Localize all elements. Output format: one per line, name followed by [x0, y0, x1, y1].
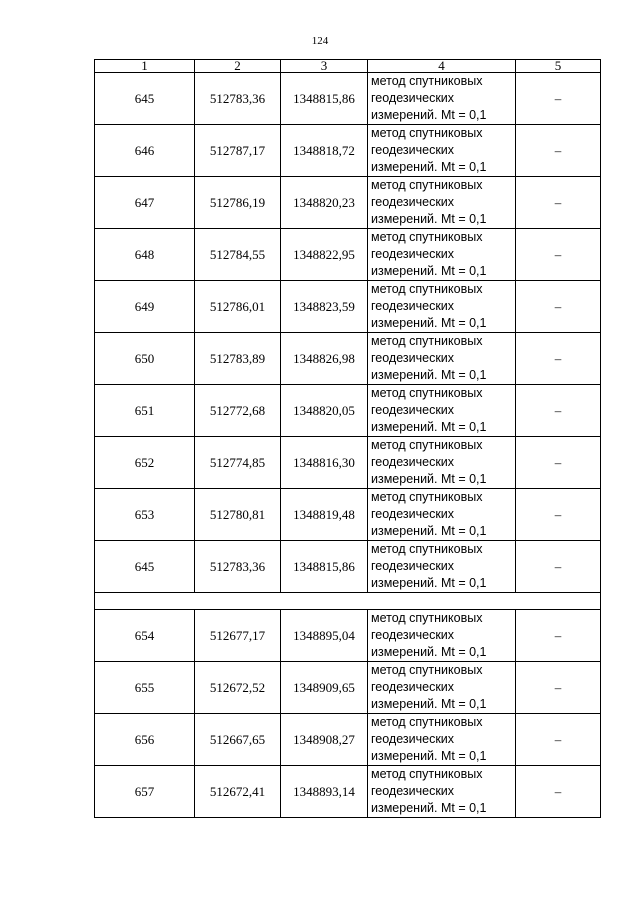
point-number-cell: 654: [95, 610, 195, 662]
note-cell: –: [516, 437, 601, 489]
method-line: метод спутниковых: [371, 126, 483, 140]
method-line: измерений. Mt = 0,1: [371, 264, 487, 278]
point-number-cell: 653: [95, 489, 195, 541]
method-line: геодезических: [371, 680, 455, 694]
x-coordinate-cell: 512677,17: [195, 610, 281, 662]
table-row: [95, 489, 601, 541]
group-separator-cell: [95, 593, 601, 610]
coordinates-table: [94, 59, 601, 818]
table-row: [95, 541, 601, 593]
y-coordinate-cell: 1348895,04: [281, 610, 368, 662]
point-number-cell: 651: [95, 385, 195, 437]
method-cell: [368, 333, 516, 385]
note-cell: –: [516, 125, 601, 177]
table-row: [95, 610, 601, 662]
table-row: [95, 766, 601, 818]
y-coordinate-cell: 1348823,59: [281, 281, 368, 333]
x-coordinate-cell: 512783,36: [195, 541, 281, 593]
method-line: измерений. Mt = 0,1: [371, 108, 487, 122]
point-number-cell: 655: [95, 662, 195, 714]
note-cell: –: [516, 610, 601, 662]
method-line: метод спутниковых: [371, 282, 483, 296]
x-coordinate-cell: 512786,19: [195, 177, 281, 229]
method-line: измерений. Mt = 0,1: [371, 420, 487, 434]
method-line: измерений. Mt = 0,1: [371, 645, 487, 659]
header-row: [95, 60, 601, 73]
page-number: 124: [311, 35, 329, 47]
method-cell: [368, 177, 516, 229]
method-cell: [368, 385, 516, 437]
x-coordinate-cell: 512780,81: [195, 489, 281, 541]
method-line: метод спутниковых: [371, 334, 483, 348]
table-row: [95, 73, 601, 125]
point-number-cell: 645: [95, 541, 195, 593]
note-cell: –: [516, 385, 601, 437]
y-coordinate-cell: 1348826,98: [281, 333, 368, 385]
method-line: измерений. Mt = 0,1: [371, 316, 487, 330]
method-line: геодезических: [371, 143, 455, 157]
method-line: метод спутниковых: [371, 386, 483, 400]
method-line: геодезических: [371, 195, 455, 209]
x-coordinate-cell: 512672,52: [195, 662, 281, 714]
method-line: измерений. Mt = 0,1: [371, 697, 487, 711]
y-coordinate-cell: 1348815,86: [281, 73, 368, 125]
point-number-cell: 647: [95, 177, 195, 229]
method-line: геодезических: [371, 559, 455, 573]
note-cell: –: [516, 73, 601, 125]
method-line: метод спутниковых: [371, 611, 483, 625]
header-cell: 1: [95, 60, 195, 73]
point-number-cell: 656: [95, 714, 195, 766]
note-cell: –: [516, 281, 601, 333]
method-cell: [368, 610, 516, 662]
header-cell: 5: [516, 60, 601, 73]
method-line: метод спутниковых: [371, 663, 483, 677]
point-number-cell: 645: [95, 73, 195, 125]
table-row: [95, 437, 601, 489]
y-coordinate-cell: 1348819,48: [281, 489, 368, 541]
method-line: геодезических: [371, 732, 455, 746]
y-coordinate-cell: 1348816,30: [281, 437, 368, 489]
method-line: метод спутниковых: [371, 542, 483, 556]
note-cell: –: [516, 766, 601, 818]
x-coordinate-cell: 512783,36: [195, 73, 281, 125]
y-coordinate-cell: 1348818,72: [281, 125, 368, 177]
method-line: измерений. Mt = 0,1: [371, 212, 487, 226]
method-line: метод спутниковых: [371, 767, 483, 781]
point-number-cell: 650: [95, 333, 195, 385]
method-line: геодезических: [371, 247, 455, 261]
method-cell: [368, 714, 516, 766]
table-row: [95, 714, 601, 766]
method-line: метод спутниковых: [371, 74, 483, 88]
method-line: метод спутниковых: [371, 490, 483, 504]
method-line: геодезических: [371, 455, 455, 469]
header-cell: 2: [195, 60, 281, 73]
method-cell: [368, 281, 516, 333]
y-coordinate-cell: 1348820,23: [281, 177, 368, 229]
group-separator-row: [95, 593, 601, 610]
method-cell: [368, 766, 516, 818]
method-line: измерений. Mt = 0,1: [371, 472, 487, 486]
table-row: [95, 229, 601, 281]
method-line: геодезических: [371, 403, 455, 417]
header-cell: 3: [281, 60, 368, 73]
method-cell: [368, 662, 516, 714]
note-cell: –: [516, 333, 601, 385]
method-cell: [368, 125, 516, 177]
method-line: измерений. Mt = 0,1: [371, 749, 487, 763]
method-line: измерений. Mt = 0,1: [371, 524, 487, 538]
note-cell: –: [516, 489, 601, 541]
x-coordinate-cell: 512672,41: [195, 766, 281, 818]
note-cell: –: [516, 714, 601, 766]
x-coordinate-cell: 512774,85: [195, 437, 281, 489]
y-coordinate-cell: 1348820,05: [281, 385, 368, 437]
method-line: метод спутниковых: [371, 438, 483, 452]
method-line: метод спутниковых: [371, 230, 483, 244]
y-coordinate-cell: 1348822,95: [281, 229, 368, 281]
method-cell: [368, 437, 516, 489]
method-cell: [368, 489, 516, 541]
point-number-cell: 646: [95, 125, 195, 177]
method-line: геодезических: [371, 784, 455, 798]
y-coordinate-cell: 1348908,27: [281, 714, 368, 766]
method-line: геодезических: [371, 628, 455, 642]
header-cell: 4: [368, 60, 516, 73]
table-row: [95, 662, 601, 714]
x-coordinate-cell: 512783,89: [195, 333, 281, 385]
method-cell: [368, 229, 516, 281]
method-line: геодезических: [371, 91, 455, 105]
note-cell: –: [516, 662, 601, 714]
note-cell: –: [516, 229, 601, 281]
method-cell: [368, 73, 516, 125]
table-row: [95, 125, 601, 177]
point-number-cell: 649: [95, 281, 195, 333]
method-line: измерений. Mt = 0,1: [371, 576, 487, 590]
method-line: геодезических: [371, 351, 455, 365]
x-coordinate-cell: 512784,55: [195, 229, 281, 281]
method-cell: [368, 541, 516, 593]
method-line: геодезических: [371, 507, 455, 521]
note-cell: –: [516, 177, 601, 229]
method-line: измерений. Mt = 0,1: [371, 160, 487, 174]
table-row: [95, 385, 601, 437]
method-line: измерений. Mt = 0,1: [371, 368, 487, 382]
x-coordinate-cell: 512667,65: [195, 714, 281, 766]
y-coordinate-cell: 1348815,86: [281, 541, 368, 593]
x-coordinate-cell: 512772,68: [195, 385, 281, 437]
method-line: метод спутниковых: [371, 178, 483, 192]
y-coordinate-cell: 1348909,65: [281, 662, 368, 714]
method-line: измерений. Mt = 0,1: [371, 801, 487, 815]
x-coordinate-cell: 512787,17: [195, 125, 281, 177]
table-row: [95, 281, 601, 333]
x-coordinate-cell: 512786,01: [195, 281, 281, 333]
table-body: [95, 60, 601, 818]
table-row: [95, 177, 601, 229]
point-number-cell: 648: [95, 229, 195, 281]
point-number-cell: 652: [95, 437, 195, 489]
y-coordinate-cell: 1348893,14: [281, 766, 368, 818]
point-number-cell: 657: [95, 766, 195, 818]
method-line: метод спутниковых: [371, 715, 483, 729]
method-line: геодезических: [371, 299, 455, 313]
table-row: [95, 333, 601, 385]
note-cell: –: [516, 541, 601, 593]
